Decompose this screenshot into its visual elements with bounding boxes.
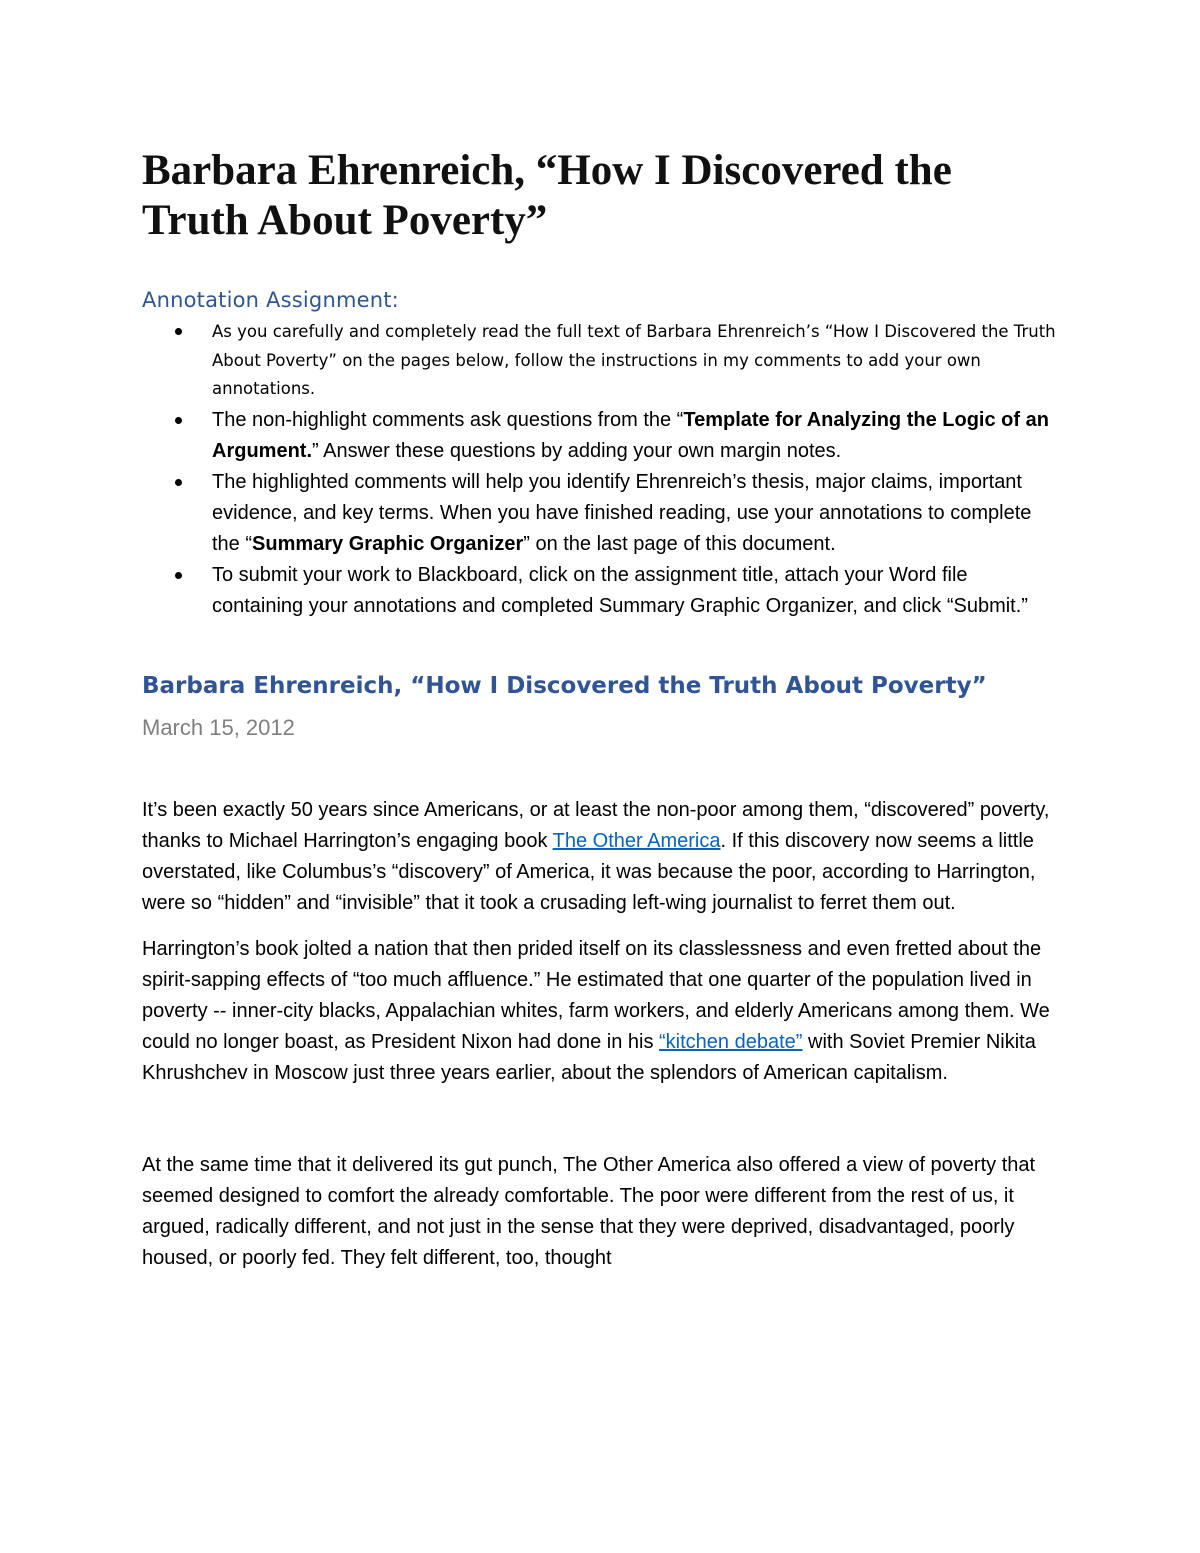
assignment-bullet-1-text: As you carefully and completely read the full text of Barbara Ehrenreich’s “How I Discovered the Truth About Poverty” on the pages below, follow the instructions in my comments to add your own annotations. <box>212 322 1056 398</box>
assignment-bullet-2-text-post: ” Answer these questions by adding your own margin notes. <box>312 439 842 462</box>
article-paragraph-3: At the same time that it delivered its gut punch, The Other America also offered a view of poverty that seemed designed to comfort the already comfortable. The poor were different from the rest of us, it argued, radically different, and not just in the sense that they were deprived, disadvantaged, poorly housed, or poorly fed. They felt different, too, thought <box>142 1153 1036 1269</box>
bullet-icon <box>175 479 182 486</box>
paragraph-1-text-pre: It’s been exactly 50 years since Americans, or at least the non-poor among them, “discovered” poverty, thanks to Michael Harrington’s engaging book <box>142 798 1050 852</box>
bullet-icon <box>175 572 182 579</box>
document-page <box>142 140 1062 1274</box>
assignment-bullet-4-text: To submit your work to Blackboard, click on the assignment title, attach your Word file containing your annotations and completed Summary Graphic Organizer, and click “Submit.” <box>212 563 1028 617</box>
document-title-line-1: Barbara Ehrenreich, “How I Discovered the <box>142 147 952 194</box>
assignment-bullet-2-text-pre: The non-highlight comments ask questions from the “ <box>212 408 684 431</box>
annotation-assignment-heading: Annotation Assignment: <box>142 288 399 312</box>
document-title-line-2: Truth About Poverty” <box>142 197 548 244</box>
article-title: Barbara Ehrenreich, “How I Discovered the Truth About Poverty” <box>142 672 987 699</box>
organizer-reference: Summary Graphic Organizer <box>252 532 524 555</box>
article-date: March 15, 2012 <box>142 714 295 740</box>
template-reference: Template for Analyzing the Logic of an Argument. <box>212 408 1049 462</box>
assignment-bullet-1 <box>142 318 1062 404</box>
assignment-bullet-2 <box>142 405 1062 467</box>
assignment-bullet-3-text-post: ” on the last page of this document. <box>523 532 836 555</box>
article-paragraph-1 <box>142 795 1062 919</box>
assignment-bullet-3 <box>142 467 1062 560</box>
paragraph-2-text-post: with Soviet Premier Nikita Khrushchev in Moscow just three years earlier, about the splendors of American capitalism. <box>142 1030 1036 1084</box>
assignment-bullet-4 <box>142 560 1062 622</box>
paragraph-1-text-post: . If this discovery now seems a little overstated, like Columbus’s “discovery” of America, it was because the poor, according to Harrington, were so “hidden” and “invisible” that it took a crusading left-wing journalist to ferret them out. <box>142 829 1036 914</box>
kitchen-debate-link[interactable]: “kitchen debate” <box>659 1030 803 1053</box>
assignment-list <box>142 318 1062 622</box>
bullet-icon <box>175 328 182 335</box>
article-paragraph-2 <box>142 934 1062 1089</box>
paragraph-2-text-pre: Harrington’s book jolted a nation that then prided itself on its classlessness and even fretted about the spirit-sapping effects of “too much affluence.” He estimated that one quarter of the population lived in poverty -- inner-city blacks, Appalachian whites, farm workers, and elderly Americans among them. We could no longer boast, as President Nixon had done in his <box>142 937 1050 1053</box>
document-title <box>142 146 1062 246</box>
assignment-bullet-3-text-pre: The highlighted comments will help you identify Ehrenreich’s thesis, major claims, important evidence, and key terms. When you have finished reading, use your annotations to complete the “ <box>212 470 1032 555</box>
bullet-icon <box>175 417 182 424</box>
other-america-link[interactable]: The Other America <box>552 829 721 852</box>
